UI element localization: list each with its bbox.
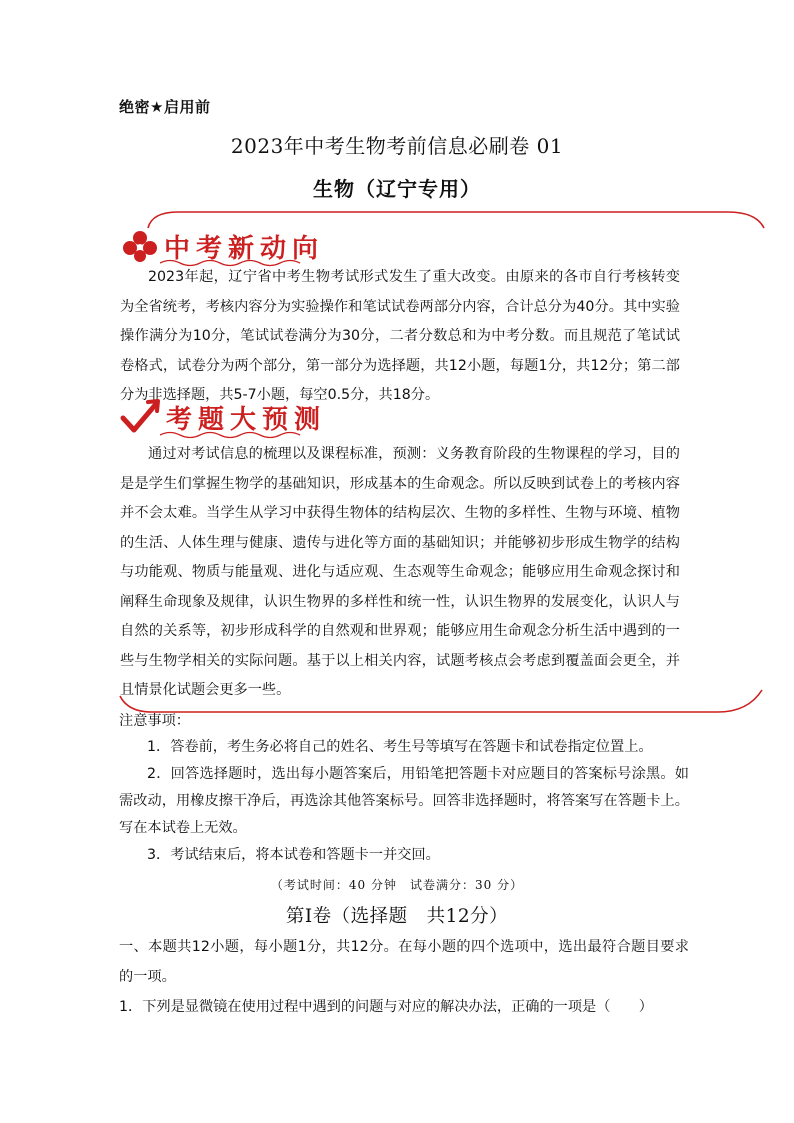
section1-title: 中考新动向	[164, 233, 325, 264]
notes-block	[119, 708, 689, 869]
note-item: 2．回答选择题时，选出每小题答案后，用铅笔把答题卡对应题目的答案标号涂黑。如需改动，用橡皮擦干净后，再选涂其他答案标号。回答非选择题时，将答案写在答题卡上。写在本试卷上无效。	[119, 766, 689, 836]
note-item: 1．答卷前，考生务必将自己的姓名、考生号等填写在答题卡和试卷指定位置上。	[147, 739, 653, 755]
section-title: 第Ⅰ卷（选择题 共12分）	[285, 906, 509, 927]
clover-icon	[120, 228, 160, 264]
check-arrow-icon	[120, 398, 162, 436]
section1-body: 2023年起，辽宁省中考生物考试形式发生了重大改变。由原来的各市自行考核转变为全省统考，考核内容分为实验操作和笔试试卷两部分内容，合计总分为40分。其中实验操作满分为10分，笔试试卷满分为30分，二者分数总和为中考分数。而且规范了笔试试卷格式，试卷分为两个部分，第一部分为选择题，共12小题，每题1分，共12分；第二部分为非选择题，共5-7小题，每空0.5分，共18分。	[120, 269, 680, 403]
exam-time-info: （考试时间：40 分钟 试卷满分：30 分）	[270, 878, 524, 892]
exam-subtitle: 生物（辽宁专用）	[313, 177, 481, 201]
section2-underline	[160, 430, 310, 440]
note-item: 3．考试结束后，将本试卷和答题卡一并交回。	[147, 847, 440, 863]
section2-body: 通过对考试信息的梳理以及课程标准，预测：义务教育阶段的生物课程的学习，目的是是学生们掌握生物学的基础知识，形成基本的生命观念。所以反映到试卷上的考核内容并不会太难。当学生从学习中获得生物体的结构层次、生物的多样性、生物与环境、植物的生活、人体生理与健康、遗传与进化等方面的基础知识；并能够初步形成生物学的结构与功能观、物质与能量观、进化与适应观、生态观等生命观念；能够应用生命观念探讨和阐释生命现象及规律，认识生物界的多样性和统一性，认识生物界的发展变化，认识人与自然的关系等，初步形成科学的自然观和世界观；能够应用生命观念分析生活中遇到的一些与生物学相关的实际问题。基于以上相关内容，试题考核点会考虑到覆盖面会更全，并且情景化试题会更多一些。	[120, 446, 680, 698]
section2-title: 考题大预测	[166, 404, 327, 435]
notes-title: 注意事项：	[119, 713, 190, 729]
secret-mark: 绝密★启用前	[119, 98, 211, 116]
section-instruction: 一、本题共12小题，每小题1分，共12分。在每小题的四个选项中，选出最符合题目要求的一项。	[119, 939, 689, 985]
question-1: 1．下列是显微镜在使用过程中遇到的问题与对应的解决办法，正确的一项是（ ）	[119, 999, 653, 1015]
exam-title: 2023年中考生物考前信息必刷卷 01	[230, 134, 564, 158]
